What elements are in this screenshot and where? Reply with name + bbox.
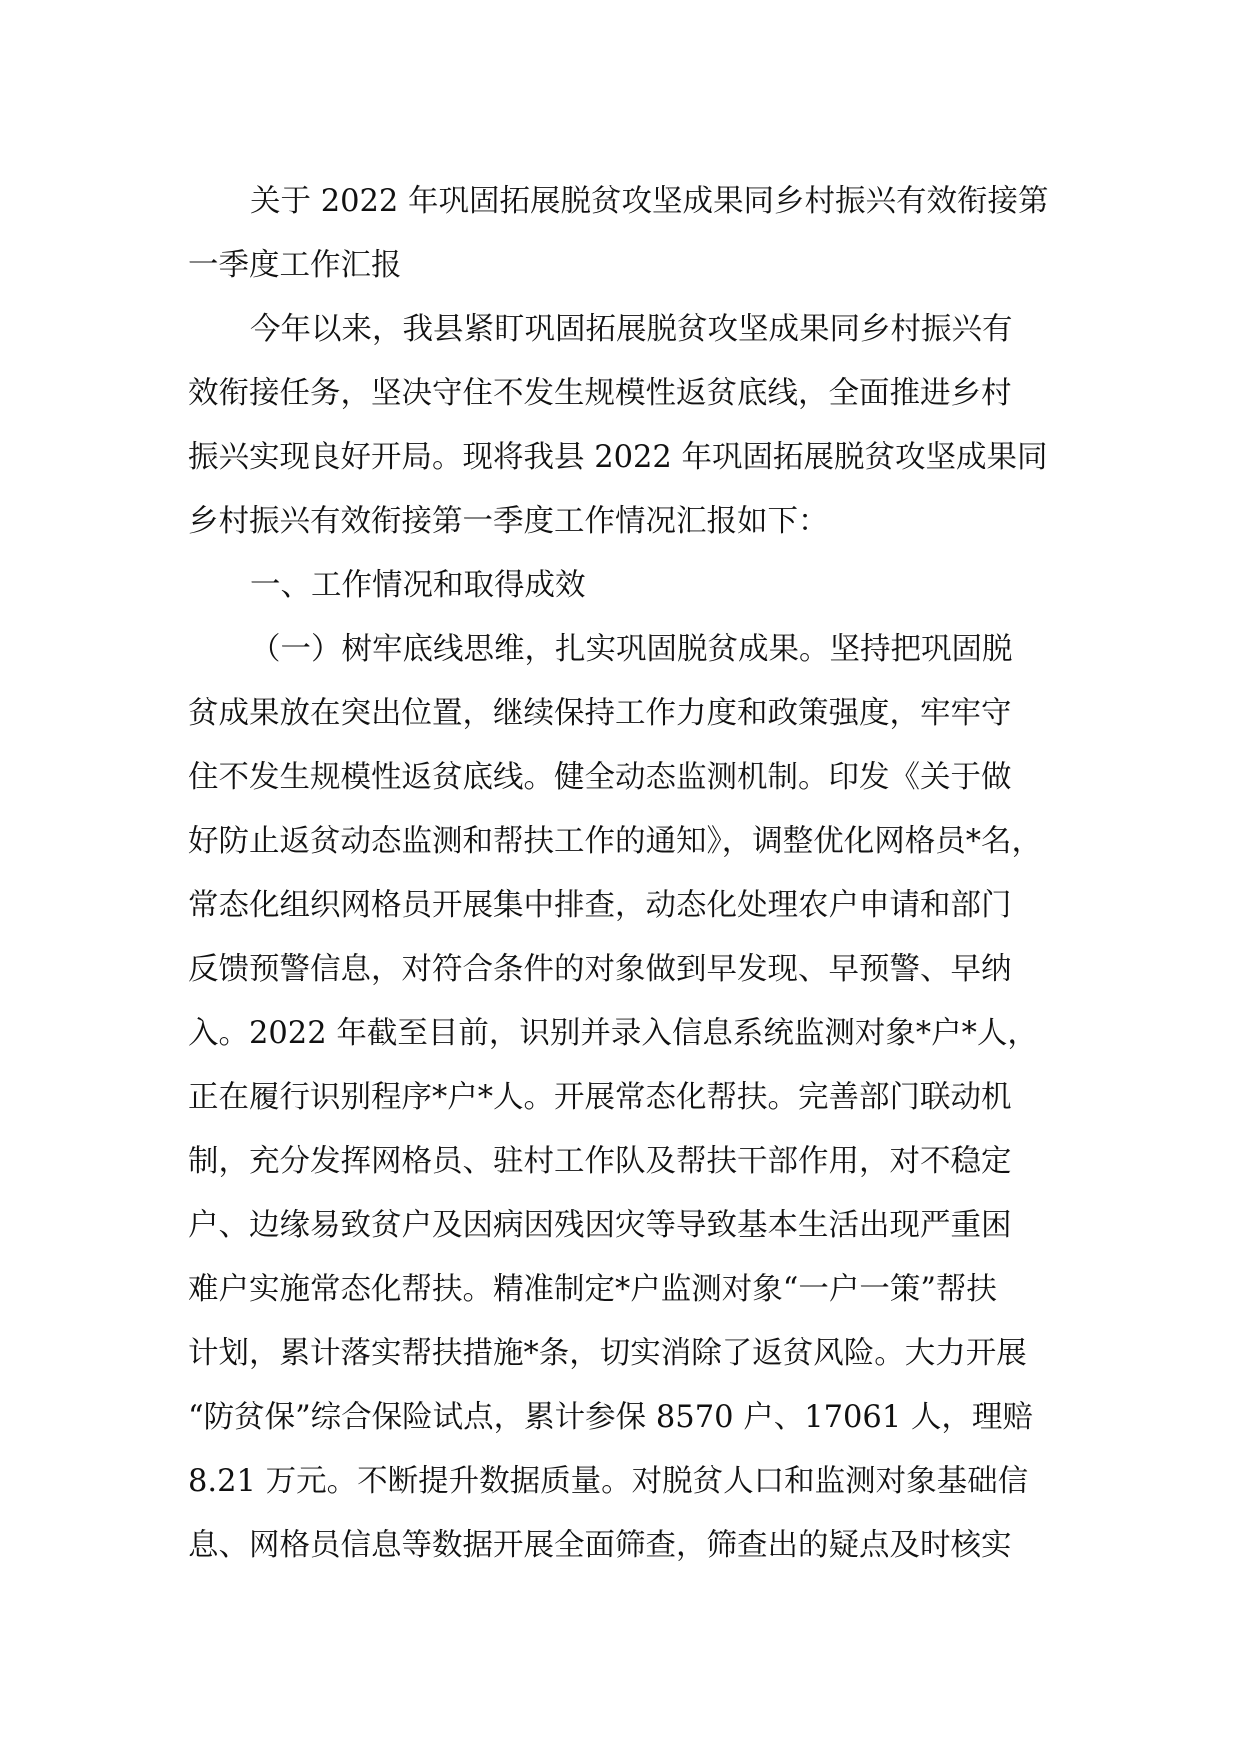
intro-paragraph-line-3: 振兴实现良好开局。现将我县 2022 年巩固拓展脱贫攻坚成果同 (188, 440, 1048, 475)
document-title-line-1: 关于 2022 年巩固拓展脱贫攻坚成果同乡村振兴有效衔接第 (250, 184, 1049, 219)
subsection-paragraph-line-6: 反馈预警信息，对符合条件的对象做到早发现、早预警、早纳 (188, 952, 1012, 987)
subsection-paragraph-line-3: 住不发生规模性返贫底线。健全动态监测机制。印发《关于做 (188, 760, 1012, 795)
intro-paragraph-line-1: 今年以来，我县紧盯巩固拓展脱贫攻坚成果同乡村振兴有 (250, 312, 1013, 347)
subsection-paragraph-line-14: 8.21 万元。不断提升数据质量。对脱贫人口和监测对象基础信 (188, 1464, 1029, 1499)
subsection-paragraph-line-1: （一）树牢底线思维，扎实巩固脱贫成果。坚持把巩固脱 (250, 632, 1013, 667)
subsection-paragraph-line-10: 户、边缘易致贫户及因病因残因灾等导致基本生活出现严重困 (188, 1208, 1012, 1243)
subsection-paragraph-line-2: 贫成果放在突出位置，继续保持工作力度和政策强度，牢牢守 (188, 696, 1012, 731)
subsection-paragraph-line-15: 息、网格员信息等数据开展全面筛查，筛查出的疑点及时核实 (188, 1528, 1012, 1563)
subsection-paragraph-line-4: 好防止返贫动态监测和帮扶工作的通知》，调整优化网格员*名， (188, 824, 1042, 859)
section-heading: 一、工作情况和取得成效 (250, 568, 586, 603)
subsection-paragraph-line-7: 入。2022 年截至目前，识别并录入信息系统监测对象*户*人， (188, 1016, 1038, 1051)
subsection-paragraph-line-5: 常态化组织网格员开展集中排查，动态化处理农户申请和部门 (188, 888, 1012, 923)
subsection-paragraph-line-11: 难户实施常态化帮扶。精准制定*户监测对象“一户一策”帮扶 (188, 1272, 997, 1307)
intro-paragraph-line-4: 乡村振兴有效衔接第一季度工作情况汇报如下： (188, 504, 829, 539)
subsection-paragraph-line-13: “防贫保”综合保险试点，累计参保 8570 户、17061 人，理赔 (188, 1400, 1033, 1435)
document-body (188, 170, 1056, 1578)
document-title-line-2: 一季度工作汇报 (188, 248, 402, 283)
subsection-paragraph-line-12: 计划，累计落实帮扶措施*条，切实消除了返贫风险。大力开展 (188, 1336, 1027, 1371)
subsection-paragraph-line-8: 正在履行识别程序*户*人。开展常态化帮扶。完善部门联动机 (188, 1080, 1012, 1115)
subsection-paragraph-line-9: 制，充分发挥网格员、驻村工作队及帮扶干部作用，对不稳定 (188, 1144, 1012, 1179)
intro-paragraph-line-2: 效衔接任务，坚决守住不发生规模性返贫底线，全面推进乡村 (188, 376, 1012, 411)
